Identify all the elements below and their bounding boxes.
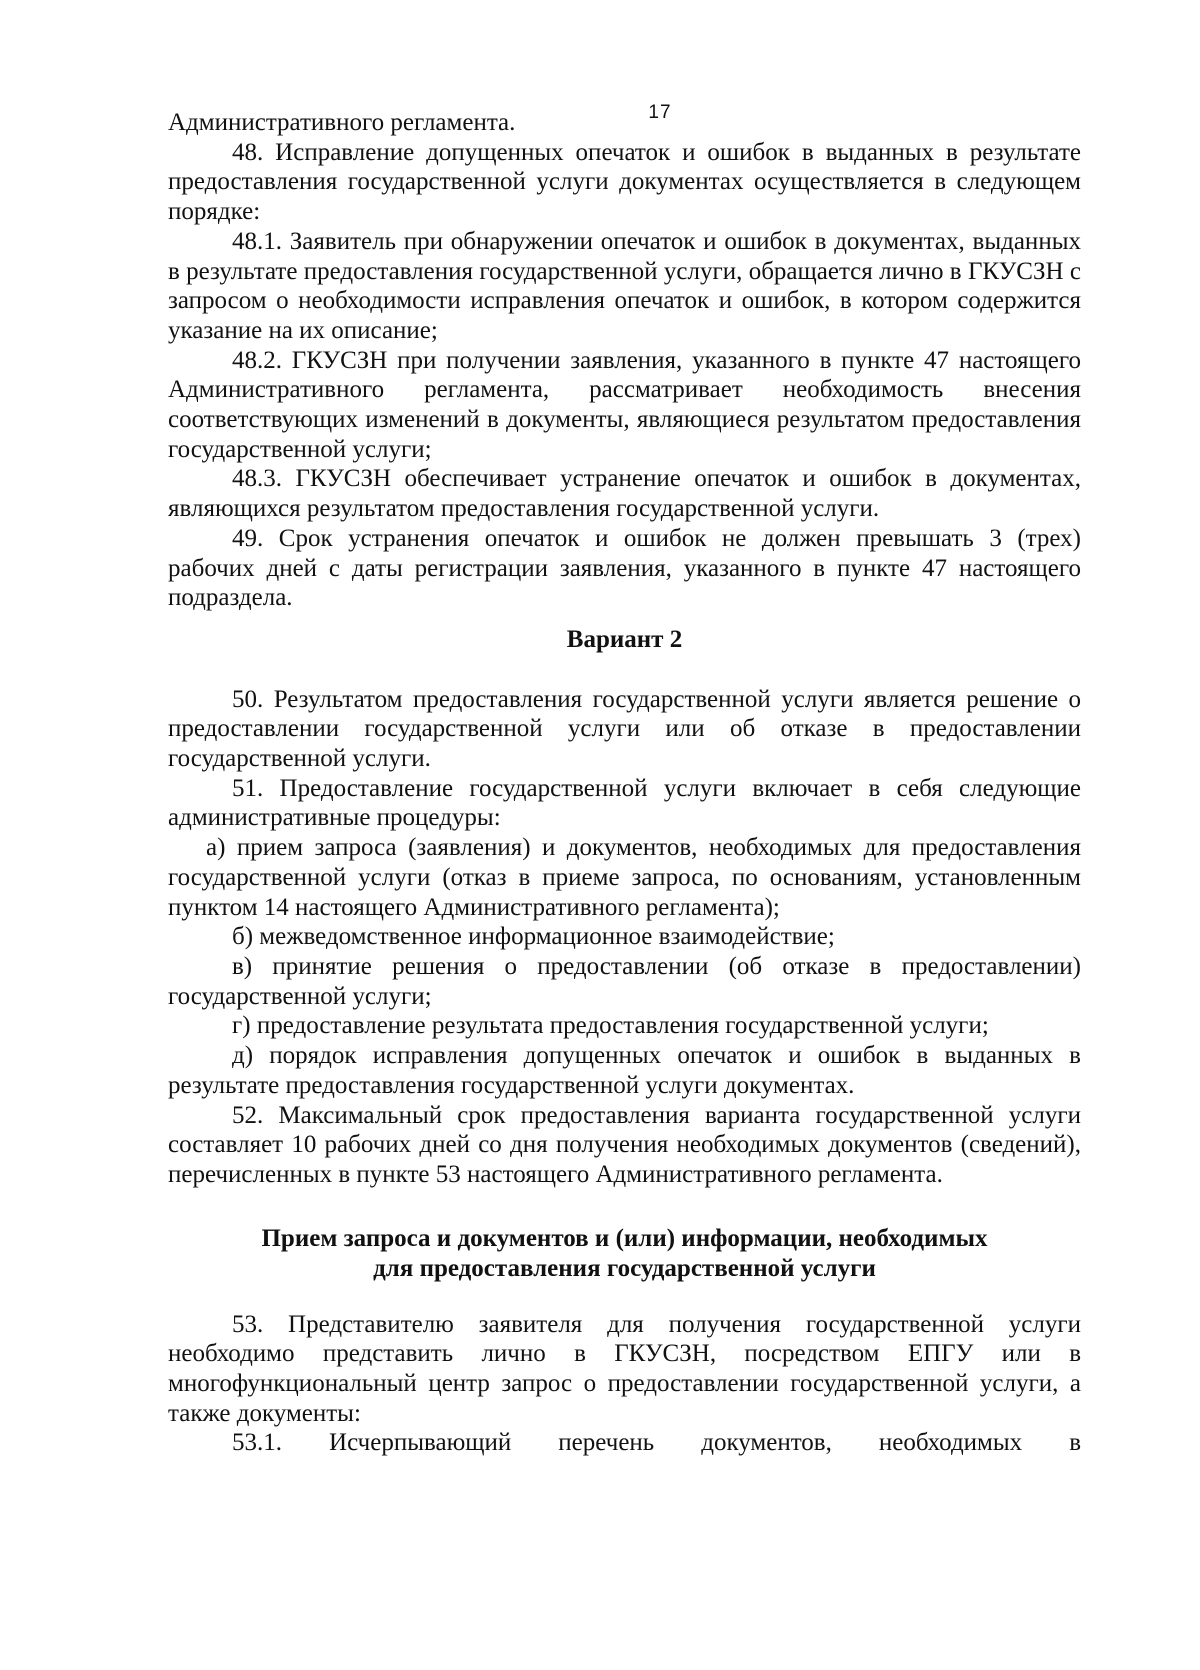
heading-variant-2: Вариант 2 <box>566 625 683 653</box>
section-heading <box>168 1224 1081 1284</box>
paragraph-48-3: 48.3. ГКУСЗН обеспечивает устранение опечаток и ошибок в документах, являющихся результатом предоставления государственной услуги. <box>168 465 1081 523</box>
paragraph-49: 49. Срок устранения опечаток и ошибок не должен превышать 3 (трех) рабочих дней с даты регистрации заявления, указанного в пункте 47 настоящего подраздела. <box>168 524 1081 612</box>
paragraph-continuation: Административного регламента. <box>168 109 516 136</box>
list-item-g: г) предоставление результата предоставления государственной услуги; <box>232 1012 989 1040</box>
paragraph-48-1: 48.1. Заявитель при обнаружении опечаток и ошибок в документах, выданных в результате предоставления государственной услуги, обращается лично в ГКУСЗН с запросом о необходимости исправления опечаток и ошибок, в котором содержится указание на их описание; <box>168 227 1081 344</box>
paragraph-53-1: 53.1. Исчерпывающий перечень документов, необходимых в <box>232 1429 1081 1457</box>
section-heading-line-1: Прием запроса и документов и (или) информации, необходимых <box>261 1224 988 1252</box>
paragraph-48-2: 48.2. ГКУСЗН при получении заявления, указанного в пункте 47 настоящего Административного регламента, рассматривает необходимость внесения соответствующих изменений в документы, являющиеся результатом предоставления государственной услуги; <box>168 346 1081 463</box>
paragraph-51: 51. Предоставление государственной услуги включает в себя следующие административные процедуры: <box>168 774 1081 832</box>
paragraph-48: 48. Исправление допущенных опечаток и ошибок в выданных в результате предоставления государственной услуги документах осуществляется в следующем порядке: <box>168 138 1081 226</box>
section-heading-line-2: для предоставления государственной услуги <box>373 1254 876 1282</box>
list-item-d: д) порядок исправления допущенных опечаток и ошибок в выданных в результате предоставления государственной услуги документах. <box>168 1042 1081 1099</box>
paragraph-52: 52. Максимальный срок предоставления варианта государственной услуги составляет 10 рабочих дней со дня получения необходимых документов (сведений), перечисленных в пункте 53 настоящего Административного регламента. <box>168 1101 1081 1188</box>
list-item-v: в) принятие решения о предоставлении (об отказе в предоставлении) государственной услуги; <box>168 952 1081 1010</box>
list-item-a: а) прием запроса (заявления) и документов, необходимых для предоставления государственной услуги (отказ в приеме запроса, по основаниям, установленным пунктом 14 настоящего Административного регламента); <box>168 834 1081 921</box>
list-item-b: б) межведомственное информационное взаимодействие; <box>232 923 835 951</box>
paragraph-53: 53. Представителю заявителя для получения государственной услуги необходимо представить лично в ГКУСЗН, посредством ЕПГУ или в многофункциональный центр запрос о предоставлении государственной услуги, а также документы: <box>168 1310 1081 1427</box>
page-number: 17 <box>648 102 672 123</box>
page-content <box>168 108 1081 1458</box>
paragraph-50: 50. Результатом предоставления государственной услуги является решение о предоставлении государственной услуги или об отказе в предоставлении государственной услуги. <box>168 685 1081 773</box>
